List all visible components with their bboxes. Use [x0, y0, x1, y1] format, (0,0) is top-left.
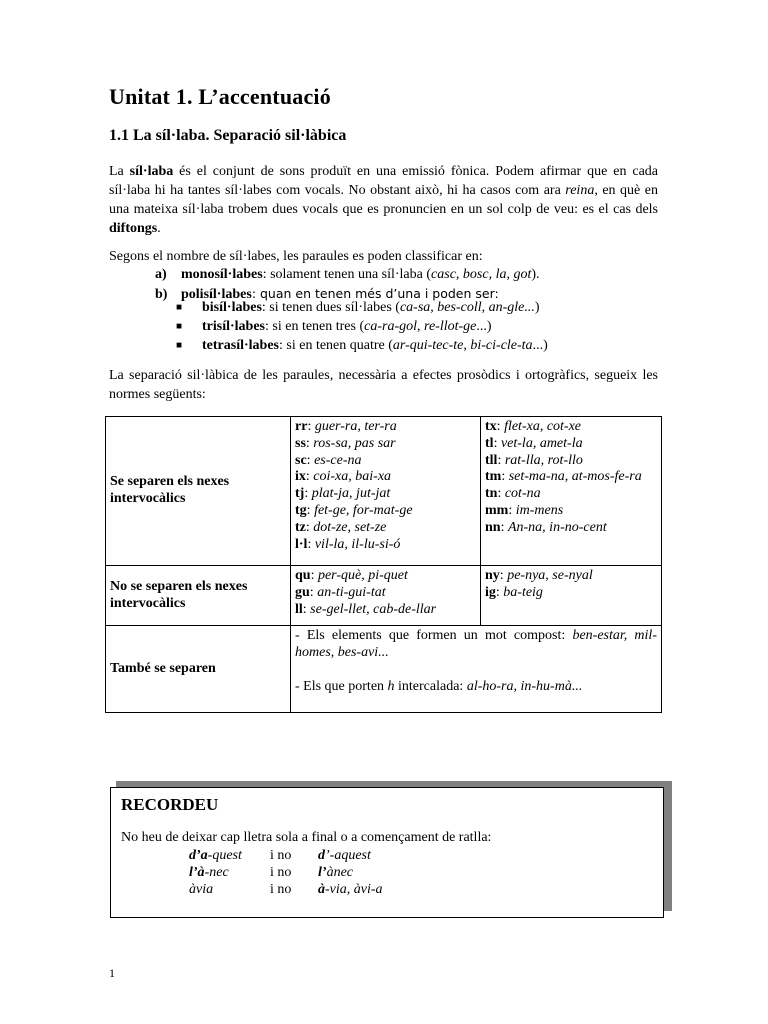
polysyllable-sublist	[176, 298, 548, 355]
example-row: àvia i no à-via, àvi-a	[189, 882, 383, 897]
box-title: RECORDEU	[121, 795, 219, 814]
example-row: d’a-quest i no d’-aquest	[189, 848, 371, 863]
table-row	[106, 626, 662, 713]
table-cell: ny: pe-nya, se-nyal ig: ba-teig	[481, 566, 662, 626]
row-heading: També se separen	[106, 626, 291, 713]
separation-intro: La separació sil·làbica de les paraules, necessària a efectes prosòdics i ortogràfics, segueix les normes següents:	[109, 368, 658, 402]
table-cell: qu: per-què, pi-quet gu: an-ti-gui-tat ll: se-gel-llet, cab-de-llar	[291, 566, 481, 626]
table-cell: rr: guer-ra, ter-ra ss: ros-sa, pas sar sc: es-ce-na ix: coi-xa, bai-xa tj: plat-ja, jut-jat tg: fet-ge, for-mat-ge tz: dot-ze, set-ze l·l: vil-la, il-lu-si-ó	[291, 417, 481, 566]
intro-paragraph: La síl·laba és el conjunt de sons produït en una emissió fònica. Podem afirmar que en cada síl·laba hi ha tantes síl·labes com vocals. No obstant això, hi ha casos com ara reina, en què en una mateixa síl·laba trobem dues vocals que es pronuncien en un sol colp de veu: es el cas dels diftongs.	[109, 164, 658, 236]
table-cell	[291, 626, 662, 713]
classification-intro: Segons el nombre de síl·labes, les paraules es poden classificar en:	[109, 249, 483, 264]
hyphenation-examples	[189, 847, 383, 898]
bullet-icon: ■	[176, 321, 183, 332]
list-item-bisyllables: ■ bisíl·labes: si tenen dues síl·labes (ca-sa, bes-coll, an-gle...)	[176, 300, 540, 315]
list-item-trisyllables: ■ trisíl·labes: si en tenen tres (ca-ra-gol, re-llot-ge...)	[176, 319, 492, 334]
row-heading: Se separen els nexes intervocàlics	[106, 417, 291, 566]
bullet-icon: ■	[176, 302, 183, 313]
example-row: l’à-nec i no l’ànec	[189, 865, 353, 880]
section-title: 1.1 La síl·laba. Separació sil·làbica	[109, 127, 347, 144]
recordeu-box	[110, 787, 664, 918]
bullet-icon: ■	[176, 340, 183, 351]
box-text: No heu de deixar cap lletra sola a final o a començament de ratlla:	[121, 830, 492, 845]
syllable-separation-table	[105, 416, 662, 713]
list-item-tetrasyllables: ■ tetrasíl·labes: si en tenen quatre (ar-qui-tec-te, bi-ci-cle-ta...)	[176, 338, 548, 353]
list-item-monosyllables: a) monosíl·labes: solament tenen una síl·laba (casc, bosc, la, got).	[155, 267, 540, 282]
compound-words-note: - Els elements que formen un mot compost: ben-estar, mil-homes, bes-avi...	[295, 628, 657, 660]
table-row	[106, 417, 662, 566]
table-cell: tx: flet-xa, cot-xe tl: vet-la, amet-la tll: rat-lla, rot-llo tm: set-ma-na, at-mos-fe-ra tn: cot-na mm: im-mens nn: An-na, in-no-cent	[481, 417, 662, 566]
row-heading: No se separen els nexes intervocàlics	[106, 566, 291, 626]
intercalated-h-note: - Els que porten h intercalada: al-ho-ra, in-hu-mà...	[295, 678, 583, 694]
table-row	[106, 566, 662, 626]
page-number: 1	[109, 966, 115, 980]
unit-title: Unitat 1. L’accentuació	[109, 84, 331, 109]
list-item-polysyllables: b) polisíl·labes: quan en tenen més d’una i poden ser:	[155, 286, 499, 302]
